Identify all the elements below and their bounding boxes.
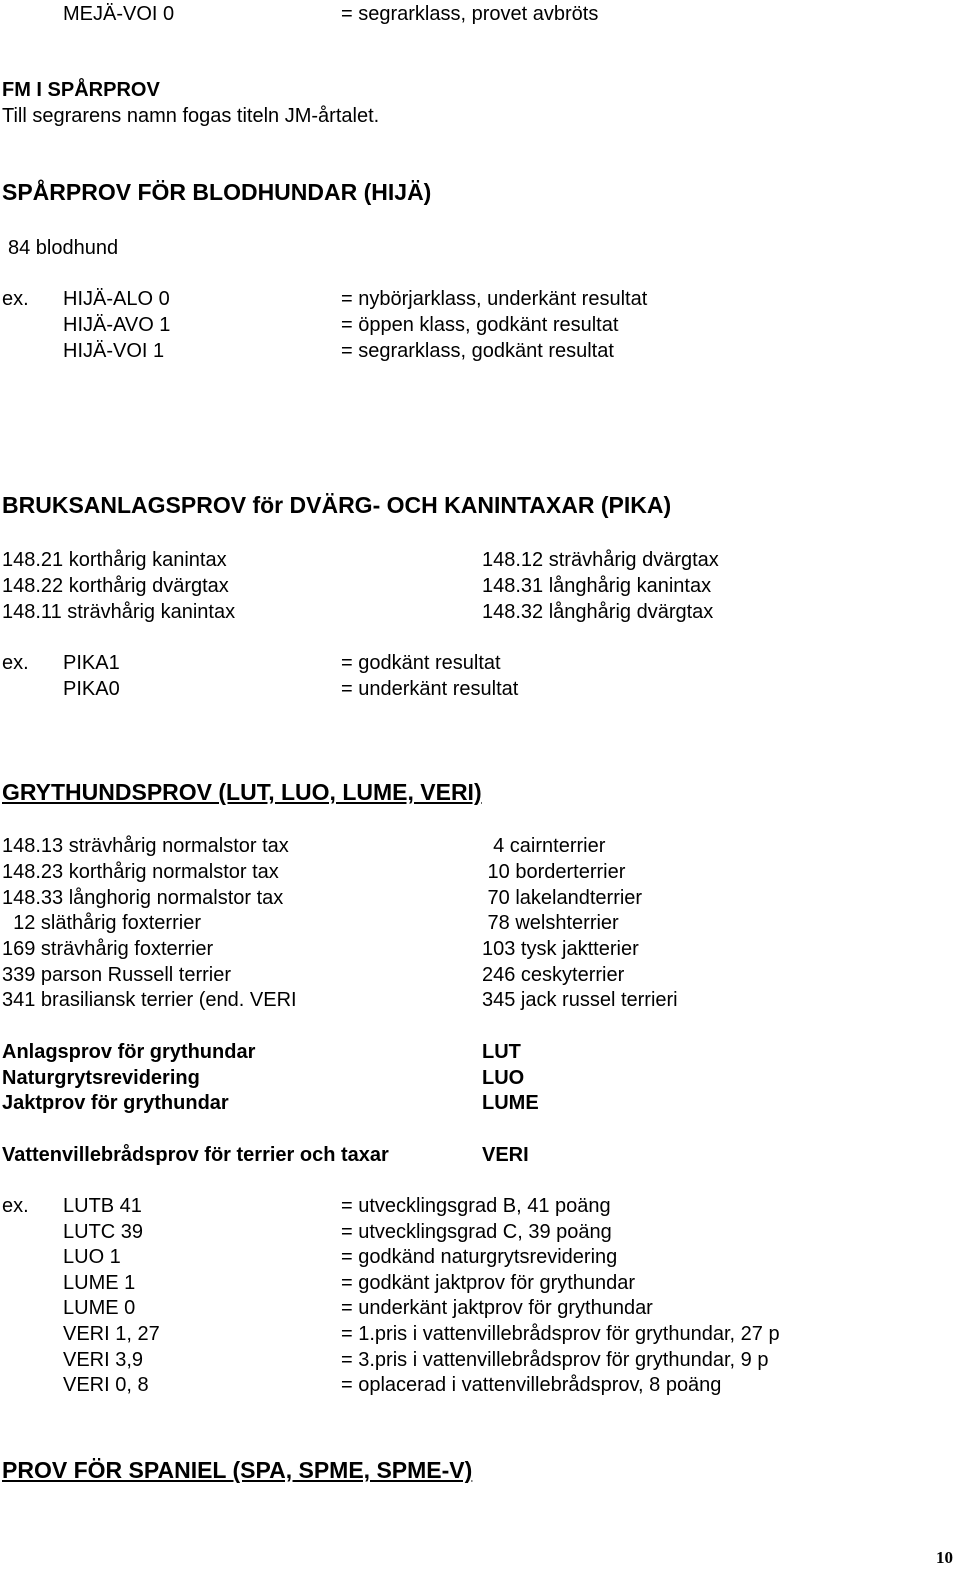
gryt-example-desc: = underkänt jaktprov för grythundar [341,1297,653,1319]
pika-example-code: PIKA0 [63,678,120,700]
hija-example-code: HIJÄ-VOI 1 [63,340,165,362]
gryt-example-code: LUTC 39 [63,1221,144,1243]
gryt-example-code: VERI 1, 27 [63,1323,160,1345]
gryt-breed-left: 341 brasiliansk terrier (end. VERI [2,989,297,1011]
gryt-test-code: LUO [482,1067,525,1089]
gryt-breed-right: 246 ceskyterrier [482,964,625,986]
gryt-test-code: LUME [482,1092,539,1114]
gryt-example-desc: = 3.pris i vattenvillebrådsprov för grythundar, 9 p [341,1349,769,1371]
hija-example-desc: = nybörjarklass, underkänt resultat [341,288,648,310]
mejavoi-desc: = segrarklass, provet avbröts [341,3,599,25]
pika-breed-right: 148.31 långhårig kanintax [482,575,712,597]
gryt-example-code: VERI 3,9 [63,1349,144,1371]
gryt-example-desc: = oplacerad i vattenvillebrådsprov, 8 poäng [341,1374,722,1396]
spaniel-heading: PROV FÖR SPANIEL (SPA, SPME, SPME-V) [2,1457,473,1483]
pika-breed-right: 148.32 långhårig dvärgtax [482,601,714,623]
pika-heading: BRUKSANLAGSPROV för DVÄRG- OCH KANINTAXAR (PIKA) [2,492,672,518]
gryt-breed-left: 339 parson Russell terrier [2,964,231,986]
gryt-ex-label: ex. [2,1195,29,1217]
gryt-example-desc: = utvecklingsgrad B, 41 poäng [341,1195,611,1217]
pika-ex-label: ex. [2,652,29,674]
gryt-breed-right: 78 welshterrier [482,912,619,934]
gryt-test-name: Anlagsprov för grythundar [2,1041,256,1063]
gryt-heading: GRYTHUNDSPROV (LUT, LUO, LUME, VERI) [2,779,482,805]
page-number: 10 [936,1548,953,1567]
pika-breed-left: 148.22 korthårig dvärgtax [2,575,229,597]
gryt-breed-right: 70 lakelandterrier [482,887,643,909]
gryt-breed-right: 103 tysk jaktterier [482,938,639,960]
gryt-example-code: LUTB 41 [63,1195,142,1217]
hija-ex-label: ex. [2,288,29,310]
pika-breed-left: 148.11 strävhårig kanintax [2,601,236,623]
hija-example-desc: = segrarklass, godkänt resultat [341,340,614,362]
gryt-test-name: Naturgrytsrevidering [2,1067,200,1089]
pika-breed-right: 148.12 strävhårig dvärgtax [482,549,719,571]
pika-example-desc: = underkänt resultat [341,678,519,700]
gryt-breed-right: 4 cairnterrier [482,835,606,857]
gryt-breed-right: 345 jack russel terrieri [482,989,678,1011]
fm-text: Till segrarens namn fogas titeln JM-årtalet. [2,105,380,127]
gryt-example-code: LUME 1 [63,1272,136,1294]
hija-heading: SPÅRPROV FÖR BLODHUNDAR (HIJÄ) [2,179,432,205]
gryt-breed-left: 12 släthårig foxterrier [2,912,201,934]
gryt-example-desc: = 1.pris i vattenvillebrådsprov för grythundar, 27 p [341,1323,780,1345]
gryt-example-code: LUO 1 [63,1246,121,1268]
pika-example-desc: = godkänt resultat [341,652,501,674]
pika-breed-left: 148.21 korthårig kanintax [2,549,227,571]
gryt-example-code: VERI 0, 8 [63,1374,149,1396]
gryt-example-desc: = godkänt jaktprov för grythundar [341,1272,636,1294]
gryt-breed-left: 148.33 långhorig normalstor tax [2,887,284,909]
gryt-veri-code: VERI [482,1144,529,1166]
gryt-test-code: LUT [482,1041,521,1063]
gryt-breed-right: 10 borderterrier [482,861,626,883]
gryt-breed-left: 169 strävhårig foxterrier [2,938,214,960]
gryt-breed-left: 148.23 korthårig normalstor tax [2,861,279,883]
gryt-example-desc: = utvecklingsgrad C, 39 poäng [341,1221,612,1243]
hija-example-code: HIJÄ-AVO 1 [63,314,171,336]
fm-heading: FM I SPÅRPROV [2,79,160,101]
mejavoi-code: MEJÄ-VOI 0 [63,3,175,25]
gryt-breed-left: 148.13 strävhårig normalstor tax [2,835,289,857]
gryt-veri-name: Vattenvillebrådsprov för terrier och taxar [2,1144,389,1166]
pika-example-code: PIKA1 [63,652,120,674]
hija-example-code: HIJÄ-ALO 0 [63,288,170,310]
hija-breed: 84 blodhund [8,237,119,259]
gryt-example-code: LUME 0 [63,1297,136,1319]
gryt-test-name: Jaktprov för grythundar [2,1092,229,1114]
hija-example-desc: = öppen klass, godkänt resultat [341,314,619,336]
gryt-example-desc: = godkänd naturgrytsrevidering [341,1246,618,1268]
